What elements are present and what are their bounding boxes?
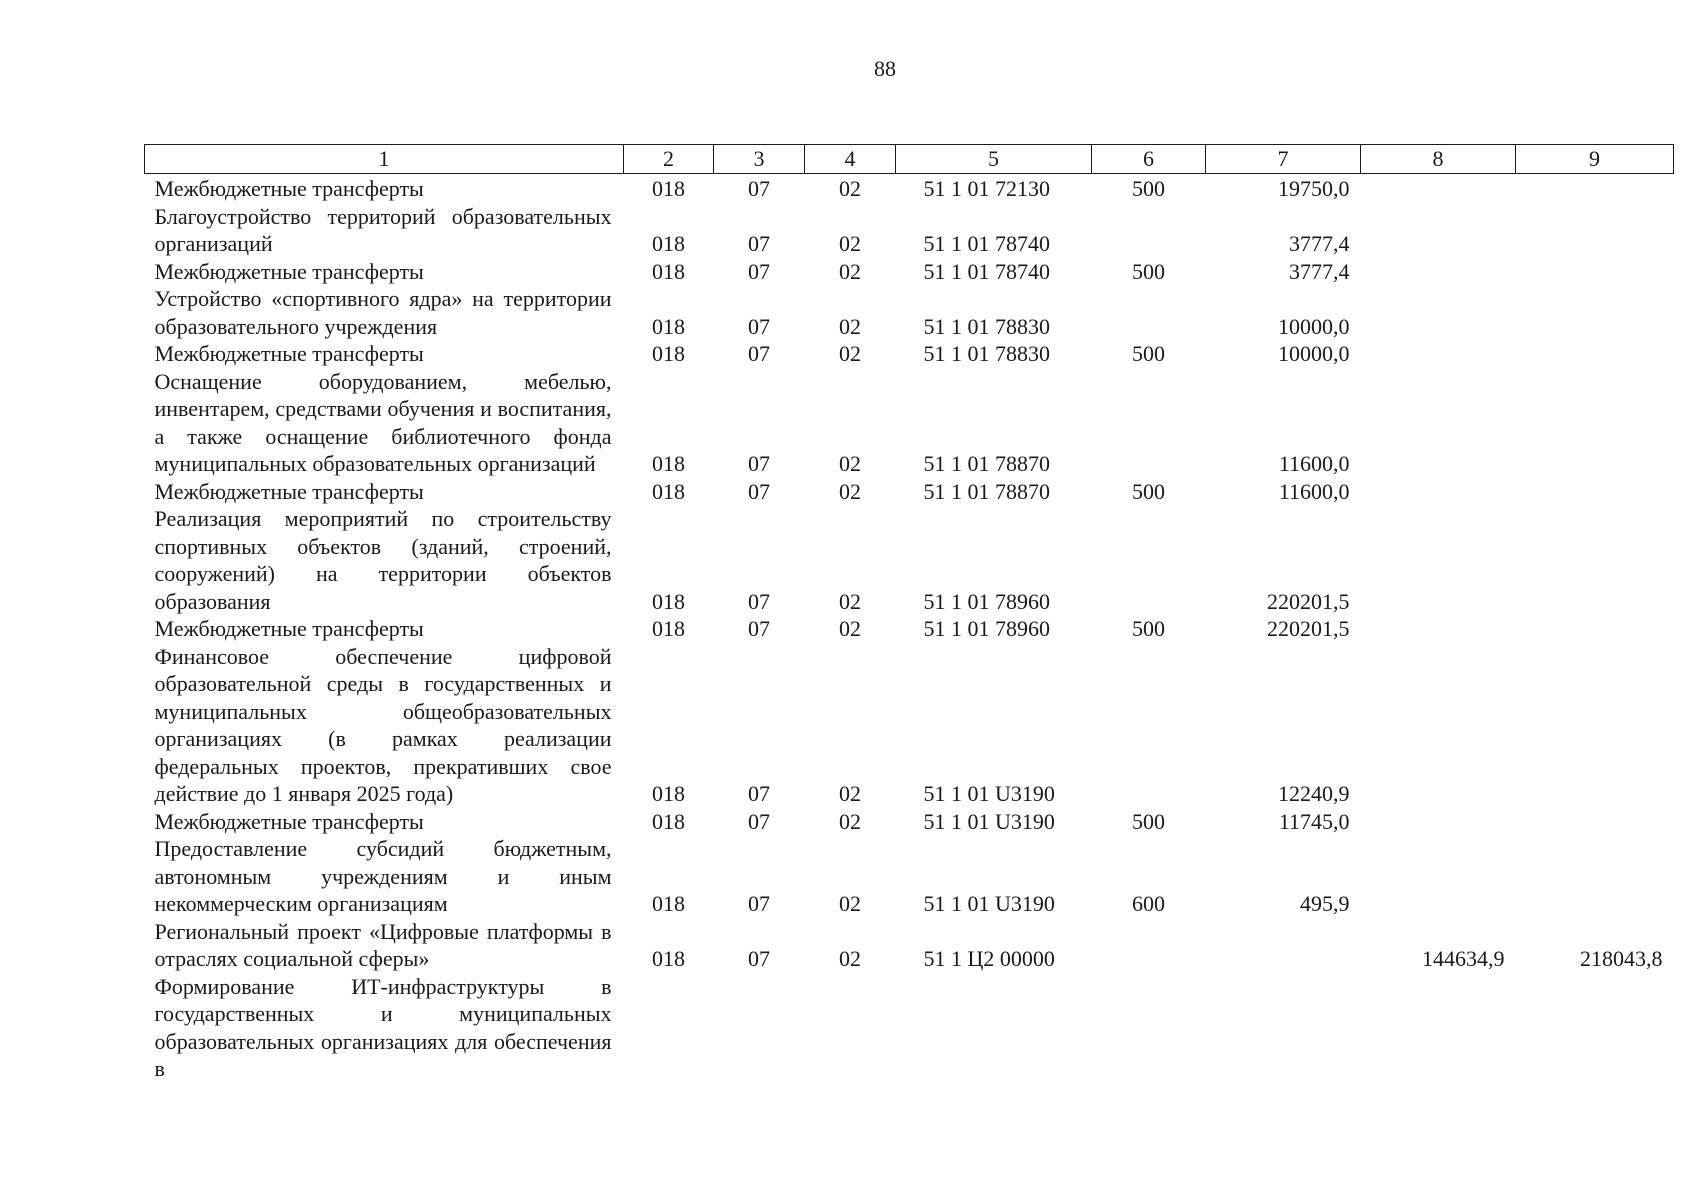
header-cell-column-amount-9: 9: [1516, 145, 1674, 174]
cell-column-subsection: 02: [839, 616, 861, 641]
cell-column-target-article: 51 1 01 78960: [923, 588, 1050, 614]
cell-column-target-article: 51 1 01 U3190: [923, 891, 1055, 916]
cell-column-expense-type: [1092, 918, 1206, 973]
cell-column-section: [714, 973, 805, 1083]
cell-column-subsection: 02: [839, 176, 861, 201]
cell-column-expense-type: 500: [1132, 258, 1165, 284]
cell-column-amount-8: [1361, 285, 1516, 340]
cell-column-subsection: 02: [839, 231, 861, 256]
cell-column-ministry: 018: [652, 258, 685, 284]
cell-column-expense-type: [1092, 643, 1206, 808]
table-row: [145, 835, 1674, 918]
cell-column-amount-9: [1516, 835, 1674, 918]
cell-column-ministry: 018: [652, 231, 685, 256]
table-row: [145, 478, 1674, 506]
cell-column-amount-8: [1361, 835, 1516, 918]
cell-column-expense-type: [1092, 973, 1206, 1083]
cell-column-target-article: 51 1 01 78740: [923, 258, 1050, 284]
cell-column-amount-9: [1516, 174, 1674, 203]
cell-column-section: 07: [748, 258, 770, 284]
cell-column-ministry: 018: [652, 946, 685, 971]
cell-column-expense-type: 500: [1132, 176, 1165, 201]
cell-column-amount-9: [1516, 203, 1674, 258]
cell-column-name: Межбюджетные трансферты: [154, 341, 424, 366]
cell-column-subsection: 02: [839, 341, 861, 366]
cell-column-ministry: 018: [652, 478, 685, 504]
table-row: [145, 340, 1674, 368]
cell-column-expense-type: [1092, 203, 1206, 258]
cell-column-name: Межбюджетные трансферты: [154, 478, 424, 504]
cell-column-target-article: 51 1 01 78870: [923, 478, 1050, 504]
cell-column-section: 07: [748, 451, 770, 476]
cell-column-subsection: 02: [839, 478, 861, 504]
cell-column-amount-8: [1361, 478, 1516, 506]
table-row: [145, 615, 1674, 643]
header-cell-column-name: 1: [145, 145, 624, 174]
cell-column-amount-8: [1361, 615, 1516, 643]
cell-column-subsection: 02: [839, 891, 861, 916]
cell-column-amount-7: 495,9: [1300, 891, 1350, 916]
table-row: [145, 505, 1674, 615]
cell-column-expense-type: [1092, 505, 1206, 615]
cell-column-amount-7: 19750,0: [1278, 176, 1350, 201]
table-row: [145, 258, 1674, 286]
cell-column-expense-type: [1092, 285, 1206, 340]
table-row: [145, 174, 1674, 203]
cell-column-amount-8: [1361, 174, 1516, 203]
cell-column-name: Межбюджетные трансферты: [154, 258, 424, 284]
cell-column-amount-9: [1516, 340, 1674, 368]
cell-column-name: Межбюджетные трансферты: [154, 616, 424, 641]
cell-column-target-article: 51 1 01 U3190: [923, 781, 1055, 806]
cell-column-amount-7: 10000,0: [1278, 313, 1350, 339]
cell-column-target-article: 51 1 Ц2 00000: [923, 946, 1055, 971]
cell-column-amount-8: [1361, 340, 1516, 368]
table-body: [145, 174, 1674, 1083]
cell-column-name: Оснащение оборудованием, мебелью, инвентарем, средствами обучения и воспитания, а также оснащение библиотечного фонда муниципальных образовательных организаций: [154, 368, 612, 476]
cell-column-section: 07: [748, 588, 770, 614]
cell-column-amount-7: 12240,9: [1278, 781, 1350, 806]
header-cell-column-expense-type: 6: [1092, 145, 1206, 174]
cell-column-target-article: 51 1 01 78740: [923, 231, 1050, 256]
cell-column-amount-8: [1361, 808, 1516, 836]
cell-column-amount-8: [1361, 505, 1516, 615]
table-row: [145, 973, 1674, 1083]
page-number: 88: [874, 56, 896, 81]
cell-column-amount-9: [1516, 285, 1674, 340]
cell-column-name: Устройство «спортивного ядра» на территории образовательного учреждения: [154, 286, 612, 339]
cell-column-subsection: 02: [839, 808, 861, 834]
cell-column-expense-type: 500: [1132, 341, 1165, 366]
cell-column-ministry: 018: [652, 588, 685, 614]
cell-column-amount-7: 220201,5: [1267, 588, 1350, 614]
cell-column-section: 07: [748, 781, 770, 806]
cell-column-name: Формирование ИТ-инфраструктуры в государственных и муниципальных образовательных организациях для обеспечения в: [154, 973, 612, 1081]
cell-column-subsection: 02: [839, 588, 861, 614]
table-row: [145, 368, 1674, 478]
header-cell-column-section: 3: [714, 145, 805, 174]
cell-column-amount-7: 10000,0: [1278, 341, 1350, 366]
cell-column-section: 07: [748, 891, 770, 916]
cell-column-ministry: 018: [652, 616, 685, 641]
table-row: [145, 203, 1674, 258]
cell-column-section: 07: [748, 313, 770, 339]
cell-column-amount-7: 3777,4: [1289, 258, 1350, 284]
cell-column-expense-type: 500: [1132, 616, 1165, 641]
cell-column-expense-type: 500: [1132, 478, 1165, 504]
cell-column-expense-type: [1092, 368, 1206, 478]
cell-column-amount-9: [1516, 808, 1674, 836]
cell-column-subsection: 02: [839, 313, 861, 339]
cell-column-target-article: 51 1 01 78830: [923, 313, 1050, 339]
cell-column-subsection: 02: [839, 781, 861, 806]
cell-column-amount-9: [1516, 505, 1674, 615]
cell-column-target-article: [896, 973, 1092, 1083]
cell-column-amount-8: [1361, 368, 1516, 478]
header-cell-column-amount-7: 7: [1206, 145, 1361, 174]
cell-column-name: Благоустройство территорий образовательных организаций: [154, 203, 612, 256]
cell-column-amount-9: [1516, 478, 1674, 506]
cell-column-target-article: 51 1 01 72130: [923, 176, 1050, 201]
table-row: [145, 808, 1674, 836]
cell-column-subsection: [805, 973, 896, 1083]
cell-column-amount-7: 220201,5: [1267, 616, 1350, 641]
cell-column-section: 07: [748, 176, 770, 201]
budget-table: [144, 144, 1674, 1083]
cell-column-amount-7: 11600,0: [1278, 451, 1350, 476]
cell-column-amount-7: 3777,4: [1289, 231, 1350, 256]
cell-column-target-article: 51 1 01 U3190: [923, 808, 1055, 834]
cell-column-section: 07: [748, 946, 770, 971]
cell-column-name: Финансовое обеспечение цифровой образовательной среды в государственных и муниципальных общеобразовательных организациях (в рамках реализации федеральных проектов, прекративших свое действие до 1 января 2025 года): [154, 643, 612, 806]
cell-column-target-article: 51 1 01 78960: [923, 616, 1050, 641]
cell-column-subsection: 02: [839, 451, 861, 476]
table-row: [145, 643, 1674, 808]
cell-column-amount-8: [1361, 973, 1516, 1083]
cell-column-section: 07: [748, 478, 770, 504]
cell-column-amount-7: [1206, 973, 1361, 1083]
cell-column-ministry: 018: [652, 891, 685, 916]
cell-column-expense-type: 500: [1132, 808, 1165, 834]
cell-column-amount-8: [1361, 258, 1516, 286]
cell-column-amount-9: 218043,8: [1580, 946, 1663, 971]
cell-column-section: 07: [748, 231, 770, 256]
cell-column-amount-9: [1516, 643, 1674, 808]
cell-column-amount-8: [1361, 203, 1516, 258]
cell-column-ministry: 018: [652, 341, 685, 366]
cell-column-amount-9: [1516, 368, 1674, 478]
cell-column-subsection: 02: [839, 258, 861, 284]
cell-column-name: Межбюджетные трансферты: [154, 808, 424, 834]
cell-column-ministry: 018: [652, 176, 685, 201]
header-cell-column-ministry: 2: [624, 145, 714, 174]
cell-column-amount-8: [1361, 643, 1516, 808]
cell-column-section: 07: [748, 616, 770, 641]
cell-column-amount-7: 11745,0: [1278, 808, 1350, 834]
cell-column-amount-8: 144634,9: [1422, 946, 1505, 971]
header-cell-column-amount-8: 8: [1361, 145, 1516, 174]
cell-column-name: Предоставление субсидий бюджетным, автономным учреждениям и иным некоммерческим организациям: [154, 836, 612, 916]
cell-column-ministry: 018: [652, 781, 685, 806]
cell-column-subsection: 02: [839, 946, 861, 971]
table-header: [145, 145, 1674, 174]
cell-column-target-article: 51 1 01 78870: [923, 451, 1050, 476]
cell-column-target-article: 51 1 01 78830: [923, 341, 1050, 366]
header-row: [145, 145, 1674, 174]
table-row: [145, 918, 1674, 973]
header-cell-column-subsection: 4: [805, 145, 896, 174]
cell-column-amount-7: [1206, 918, 1361, 973]
cell-column-section: 07: [748, 808, 770, 834]
cell-column-ministry: 018: [652, 313, 685, 339]
cell-column-amount-7: 11600,0: [1278, 478, 1350, 504]
cell-column-ministry: 018: [652, 808, 685, 834]
cell-column-amount-9: [1516, 973, 1674, 1083]
header-cell-column-target-article: 5: [896, 145, 1092, 174]
cell-column-expense-type: 600: [1132, 891, 1165, 916]
cell-column-section: 07: [748, 341, 770, 366]
cell-column-amount-9: [1516, 258, 1674, 286]
cell-column-amount-9: [1516, 615, 1674, 643]
cell-column-name: Реализация мероприятий по строительству спортивных объектов (зданий, строений, сооружений) на территории объектов образования: [154, 506, 612, 614]
cell-column-name: Региональный проект «Цифровые платформы в отраслях социальной сферы»: [154, 918, 612, 971]
cell-column-name: Межбюджетные трансферты: [154, 176, 424, 201]
cell-column-ministry: 018: [652, 451, 685, 476]
table-row: [145, 285, 1674, 340]
cell-column-ministry: [624, 973, 714, 1083]
